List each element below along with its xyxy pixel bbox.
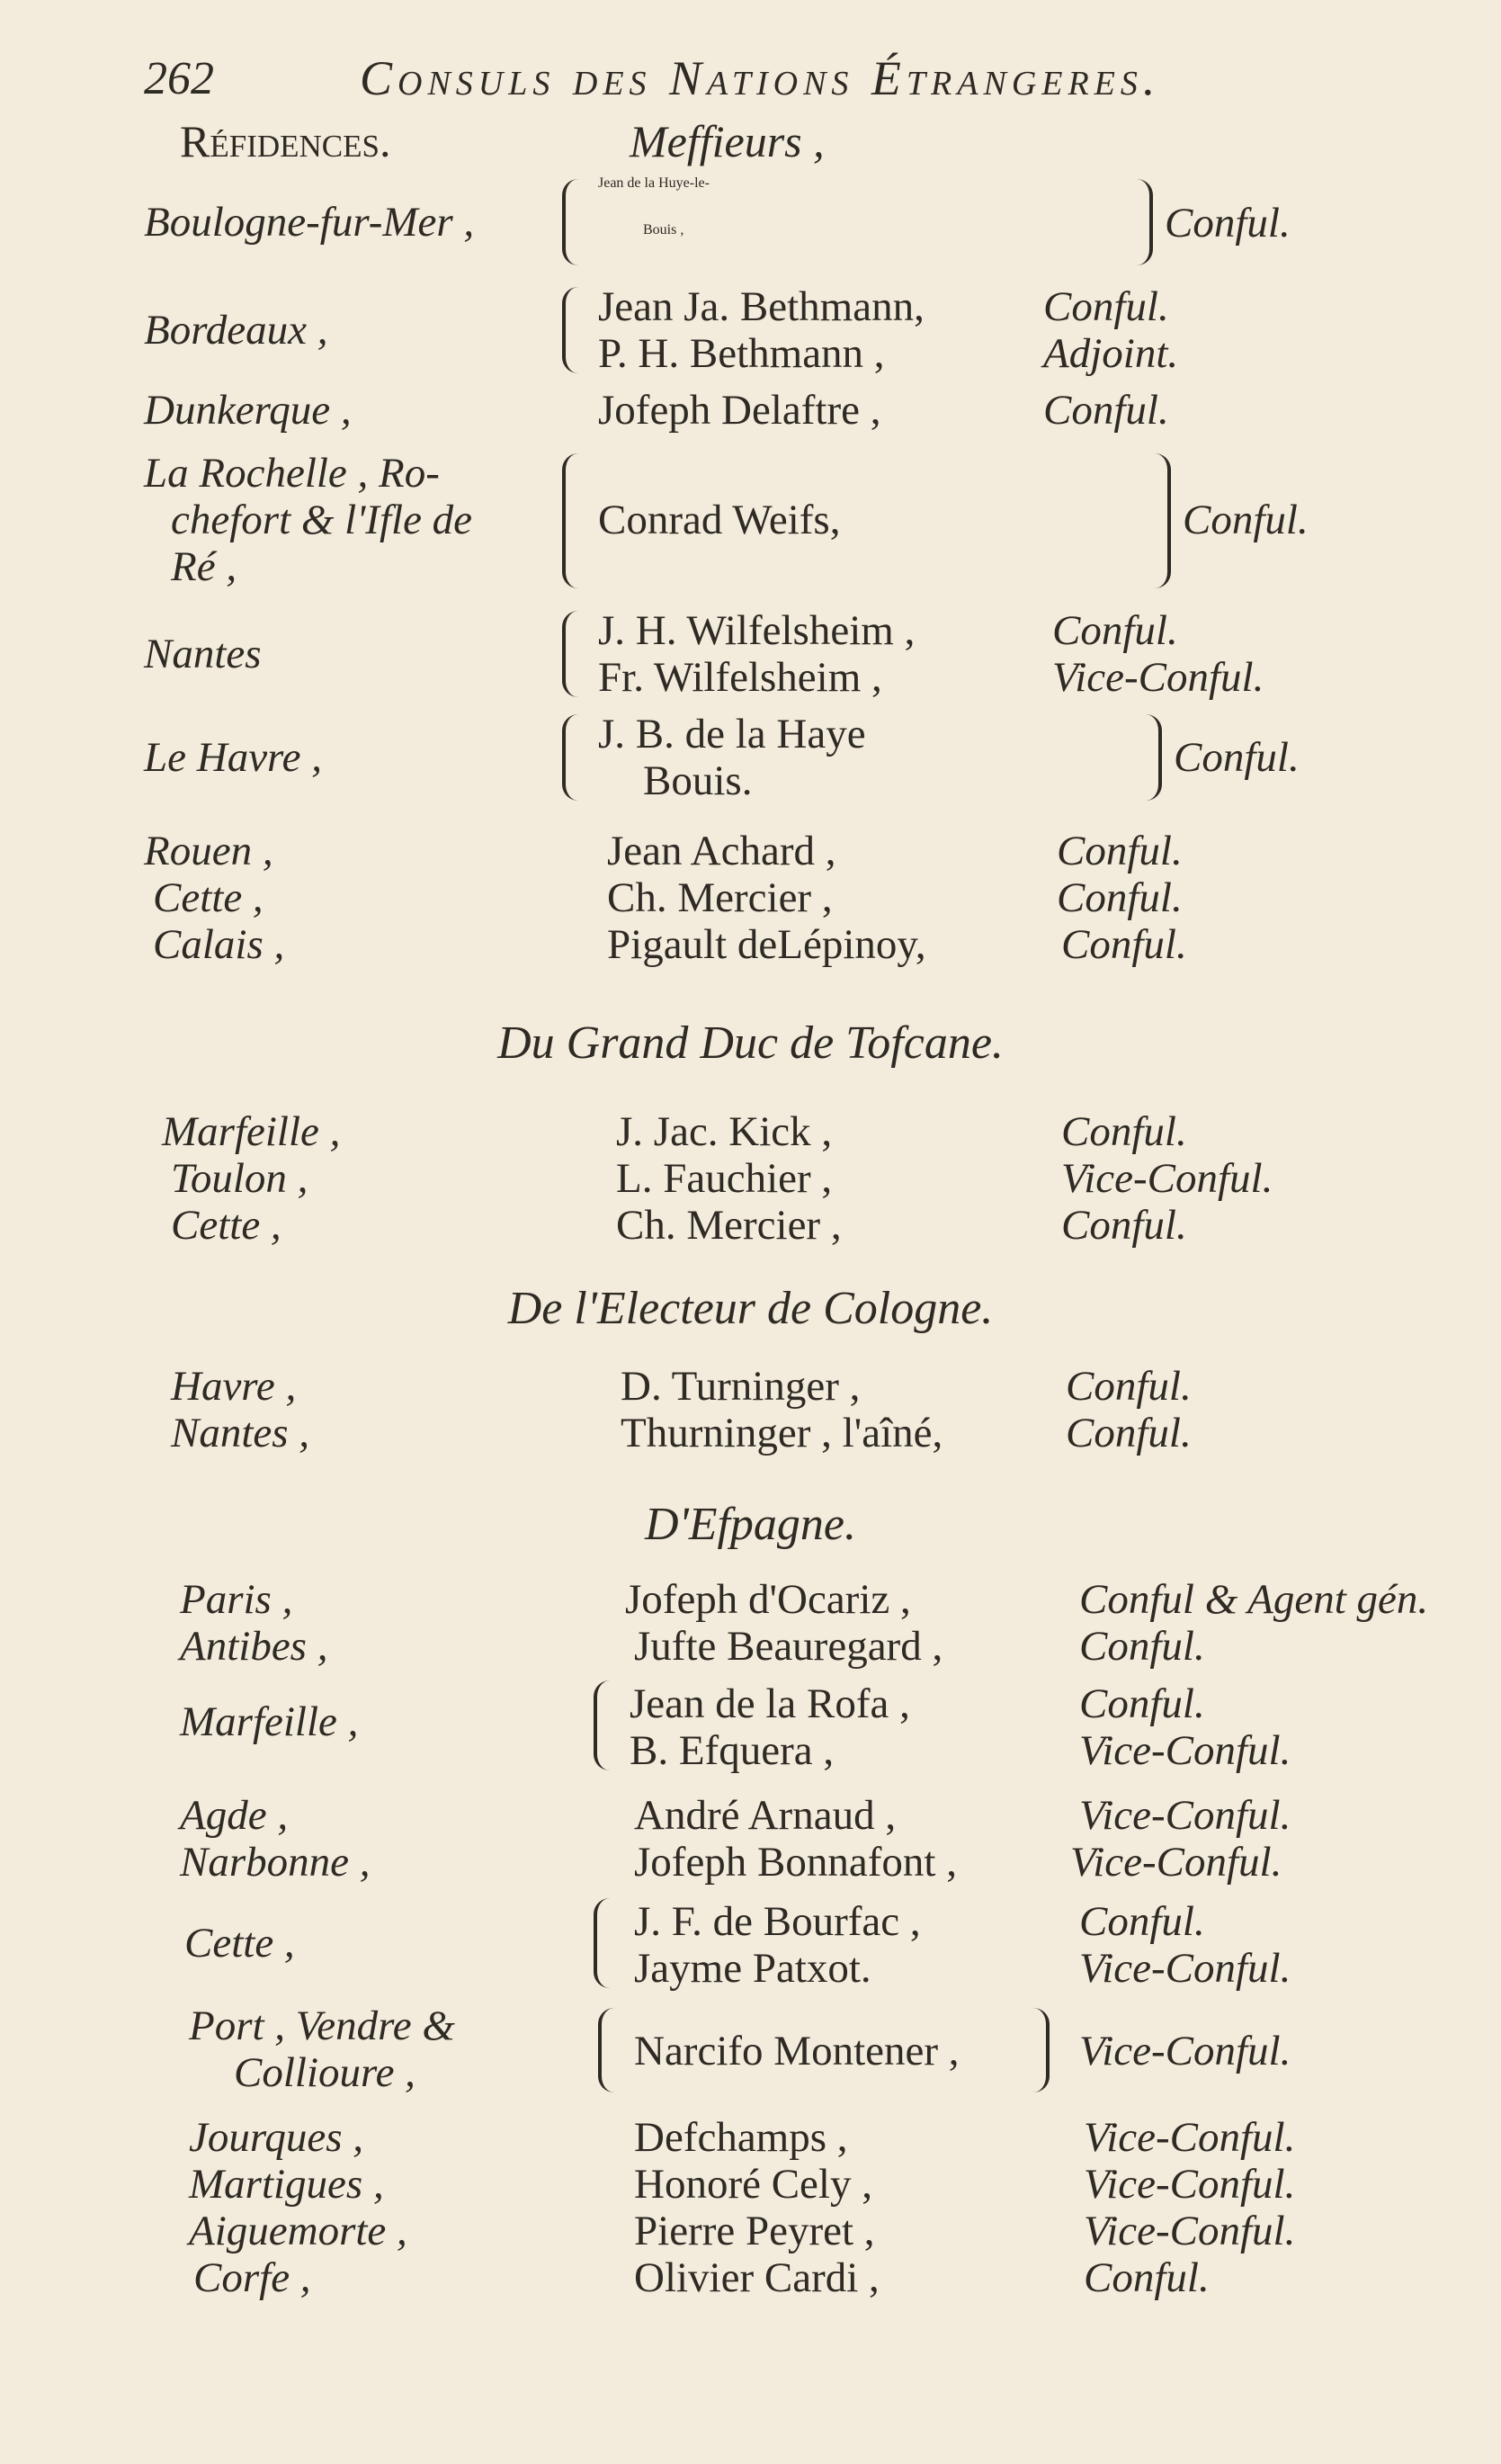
place: Cette ,	[153, 874, 264, 921]
place: Narbonne ,	[180, 1839, 371, 1886]
entry-le-havre	[144, 711, 1493, 804]
title: Vice-Conful.	[1084, 2208, 1296, 2254]
title: Vice-Conful.	[1084, 2114, 1296, 2161]
cologne-consuls	[144, 1363, 1493, 1456]
title: Conful.	[1043, 283, 1169, 330]
title: Vice-Conful.	[1084, 2161, 1296, 2208]
place: Corfe ,	[193, 2254, 311, 2301]
name: Jean de la Rofa ,	[630, 1680, 910, 1727]
place: Boulogne-fur-Mer ,	[144, 199, 475, 246]
section-heading-toscane: Du Grand Duc de Tofcane.	[497, 1017, 1004, 1069]
title: Vice-Conful.	[1052, 654, 1264, 701]
title: Vice-Conful.	[1079, 1792, 1291, 1839]
messieurs-heading: Meffieurs ,	[630, 116, 825, 166]
title: Conful.	[1052, 607, 1178, 654]
name: André Arnaud ,	[634, 1792, 897, 1839]
title: Conful.	[1079, 1898, 1205, 1945]
title: Vice-Conful.	[1079, 1727, 1291, 1774]
table-row	[144, 1410, 1493, 1456]
title: Conful.	[1079, 1680, 1205, 1727]
title: Conful.	[1061, 921, 1187, 968]
table-row	[144, 1108, 1493, 1155]
name: J. Jac. Kick ,	[616, 1108, 833, 1155]
brace	[1142, 453, 1171, 588]
name: Jean Achard ,	[607, 828, 836, 874]
place: Marfeille ,	[180, 1698, 359, 1745]
entry-cette-espagne	[144, 1893, 1493, 1999]
title: Conful.	[1057, 874, 1183, 921]
entry-port-vendre	[144, 2003, 1493, 2114]
name: J. F. de Bourfac ,	[634, 1898, 921, 1945]
place: Marfeille ,	[162, 1108, 341, 1155]
name: Ch. Mercier ,	[616, 1202, 842, 1249]
brace	[594, 1680, 622, 1770]
place: Toulon ,	[171, 1155, 308, 1202]
name: J. B. de la Haye	[598, 711, 866, 757]
name: L. Fauchier ,	[616, 1155, 833, 1202]
titles	[1079, 1898, 1291, 1992]
place: Nantes	[144, 631, 262, 677]
name: Jayme Patxot.	[634, 1945, 871, 1992]
entry-la-rochelle	[144, 450, 1493, 594]
title: Conful.	[1061, 1202, 1187, 1249]
table-row	[144, 2208, 1493, 2254]
name: B. Efquera ,	[630, 1727, 835, 1774]
place: Cette ,	[184, 1920, 295, 1967]
place-line: Port , Vendre &	[189, 2003, 455, 2049]
titles	[1052, 607, 1264, 701]
table-row	[144, 1792, 1493, 1839]
brace	[562, 179, 591, 265]
name: Jofeph Bonnafont ,	[634, 1839, 957, 1886]
place-line: La Rochelle , Ro-	[144, 450, 440, 497]
title: Adjoint.	[1043, 330, 1179, 377]
name: Ch. Mercier ,	[607, 874, 833, 921]
place: Dunkerque ,	[144, 387, 352, 434]
brace	[1124, 179, 1153, 265]
name: Narcifo Montener ,	[634, 2028, 960, 2074]
running-title: Consuls des Nations Étrangeres.	[360, 51, 1161, 105]
brace	[562, 453, 591, 588]
place	[144, 450, 472, 590]
titles	[1079, 1680, 1291, 1774]
name: Fr. Wilfelsheim ,	[598, 654, 882, 701]
page-header	[144, 45, 1483, 108]
place: Nantes ,	[171, 1410, 310, 1456]
entry-boulogne	[144, 175, 1493, 269]
title: Conful.	[1066, 1363, 1192, 1410]
table-row	[144, 2114, 1493, 2161]
name: Jean Ja. Bethmann,	[598, 283, 925, 330]
title: Conful.	[1043, 387, 1169, 434]
table-row	[144, 2161, 1493, 2208]
place: Martigues ,	[189, 2161, 384, 2208]
section-heading-espagne: D'Efpagne.	[645, 1499, 856, 1550]
entry-bordeaux	[144, 283, 1493, 377]
name: Jofeph d'Ocariz ,	[625, 1576, 911, 1623]
table-row	[144, 2254, 1493, 2301]
title: Conful.	[1066, 1410, 1192, 1456]
place: Antibes ,	[180, 1623, 328, 1670]
place: Aiguemorte ,	[189, 2208, 407, 2254]
title: Conful & Agent gén.	[1079, 1576, 1429, 1623]
brace	[598, 2008, 627, 2092]
table-row	[144, 1576, 1493, 1623]
names	[598, 711, 866, 804]
toscane-consuls	[144, 1108, 1493, 1249]
name: Honoré Cely ,	[634, 2161, 872, 2208]
name: P. H. Bethmann ,	[598, 330, 885, 377]
title: Conful.	[1084, 2254, 1210, 2301]
names	[598, 283, 925, 377]
names	[598, 607, 915, 701]
name: Bouis ,	[643, 222, 684, 237]
place-line: chefort & l'Ifle de	[171, 497, 473, 543]
place: Le Havre ,	[144, 734, 322, 781]
name: Conrad Weifs,	[598, 497, 841, 543]
title: Conful.	[1174, 734, 1300, 781]
name: Pierre Peyret ,	[634, 2208, 875, 2254]
title: Conful.	[1165, 200, 1291, 246]
entry-marseille	[144, 1670, 1493, 1785]
place: Bordeaux ,	[144, 307, 328, 354]
name: Jufte Beauregard ,	[634, 1623, 943, 1670]
table-row	[144, 1202, 1493, 1249]
name: Pigault deLépinoy,	[607, 921, 926, 968]
name: J. H. Wilfelsheim ,	[598, 607, 916, 654]
place	[189, 2003, 455, 2096]
names	[598, 175, 710, 269]
table-row	[144, 1363, 1493, 1410]
name: Bouis.	[643, 757, 753, 804]
name: Jean de la Huye-le-	[598, 175, 710, 191]
page-number: 262	[144, 53, 214, 104]
brace	[1133, 714, 1162, 801]
espagne-consuls	[144, 1576, 1493, 2301]
brace	[562, 287, 591, 373]
name: Olivier Cardi ,	[634, 2254, 880, 2301]
entry-rouen	[144, 828, 1493, 874]
place: Jourques ,	[189, 2114, 364, 2161]
place: Paris ,	[180, 1576, 293, 1623]
residences-heading: Réfidences.	[180, 116, 391, 166]
name: Defchamps ,	[634, 2114, 848, 2161]
entry-calais	[144, 921, 1493, 968]
titles	[1043, 283, 1178, 377]
name: D. Turninger ,	[621, 1363, 861, 1410]
entry-cette	[144, 874, 1493, 921]
place: Havre ,	[171, 1363, 297, 1410]
brace	[562, 611, 591, 697]
place: Cette ,	[171, 1202, 281, 1249]
title: Conful.	[1079, 1623, 1205, 1670]
brace	[562, 714, 591, 801]
title: Vice-Conful.	[1061, 1155, 1273, 1202]
brace	[1021, 2008, 1050, 2092]
place-line: Ré ,	[171, 543, 237, 590]
section-heading-cologne: De l'Electeur de Cologne.	[507, 1283, 994, 1334]
table-row	[144, 1155, 1493, 1202]
names	[630, 1680, 910, 1774]
entry-dunkerque	[144, 387, 1493, 434]
place-line: Collioure ,	[234, 2049, 415, 2096]
brace	[594, 1898, 622, 1988]
column-headers	[180, 115, 1483, 169]
place: Agde ,	[180, 1792, 289, 1839]
place: Rouen ,	[144, 828, 273, 874]
entry-nantes	[144, 607, 1493, 701]
place: Calais ,	[153, 921, 285, 968]
title: Conful.	[1057, 828, 1183, 874]
title: Conful.	[1061, 1108, 1187, 1155]
title: Vice-Conful.	[1070, 1839, 1282, 1886]
title: Conful.	[1183, 497, 1309, 543]
title: Vice-Conful.	[1079, 1945, 1291, 1992]
name: Thurninger , l'aîné,	[621, 1410, 943, 1456]
title: Vice-Conful.	[1079, 2028, 1291, 2074]
table-row	[144, 1623, 1493, 1670]
names	[634, 1898, 921, 1992]
name: Jofeph Delaftre ,	[598, 387, 881, 434]
table-row	[144, 1839, 1493, 1886]
